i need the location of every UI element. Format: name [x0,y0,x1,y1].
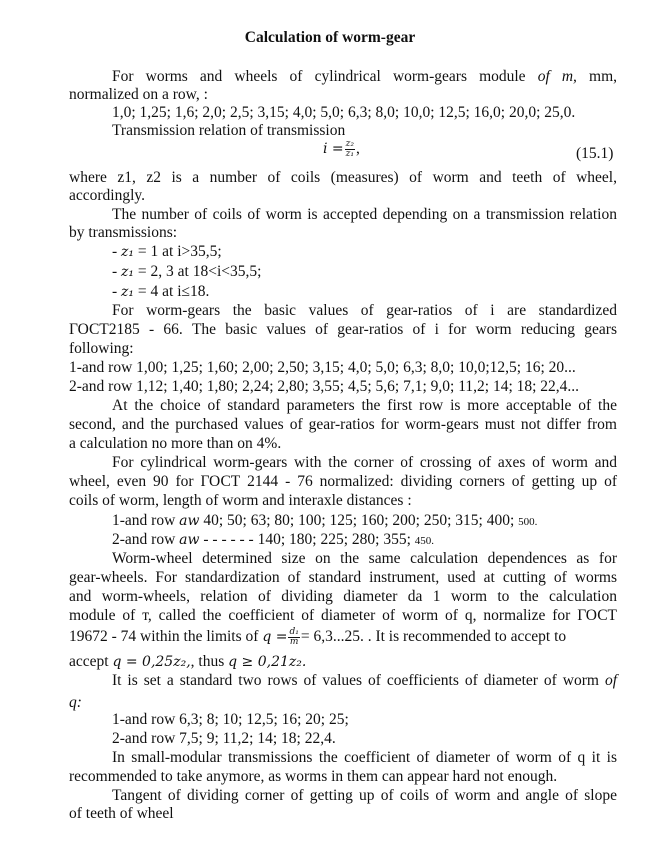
var-m: of m, [537,68,577,85]
equation-number: (15.1) [576,145,614,162]
text: 40; 50; 63; 80; 100; 125; 160; 200; 250; 315; 400; [203,512,515,529]
text-small: 500. [518,516,538,528]
var-of: of [604,672,617,689]
paragraph-wheel-line6 [69,653,306,671]
eq-denominator: z₁ [345,149,355,159]
paragraph-coeff-line2 [69,694,82,712]
text: In small-modular transmissions the coefficient of diameter of worm of q it is [112,749,617,766]
list-item-3: - z₁ = 4 at i≤18. [112,283,210,300]
paragraph-wheel-line1 [69,550,617,568]
var-z1: z₁ [121,284,135,300]
text: = 6,3...25. . It is recommended to accept to [300,628,567,646]
paragraph-modules-line2: normalized on a row, : [69,86,208,103]
paragraph-coeff-line1 [69,672,617,690]
var-aw: aw [179,513,200,529]
paragraph-coils-line2: by transmissions: [69,224,178,241]
paragraph-ratios-line3: following: [69,340,134,357]
text: For cylindrical worm-gears with the corner of crossing of axes of worm and [112,454,617,471]
ratio-row-2: 2-and row 1,12; 1,40; 1,80; 2,24; 2,80; 3,55; 4,5; 5,6; 7,1; 9,0; 11,2; 14; 18; 22,4... [69,378,580,395]
eq-q-accept: q = 0,25z₂, [112,654,191,670]
list-item-2: - z₁ = 2, 3 at 18<i<35,5; [112,263,262,280]
paragraph-tangent-line1 [69,787,617,805]
paragraph-wheel-line2: gear-wheels. For standardization of standard instrument, used at cutting of worms [69,569,617,586]
text: - - - - - - 140; 180; 225; 280; 355; [203,531,411,548]
var-q: q = [262,629,288,646]
text-small: 450. [414,535,435,547]
paragraph-ratios-line1 [69,302,617,320]
paragraph-small-line1 [69,749,617,767]
eq-lhs: i = [323,141,344,158]
page-title: Calculation of worm-gear [244,29,416,46]
q-row-2: 2-and row 7,5; 9; 11,2; 14; 18; 22,4. [112,730,336,747]
text: = 2, 3 at 18<i<35,5; [137,263,262,280]
text: The number of coils of worm is accepted depending on a transmission relation [112,206,617,223]
equation-15-1 [323,140,360,159]
text: accept [69,653,109,670]
q-numerator: d₁ [289,627,299,637]
paragraph-tangent-line2: of teeth of wheel [69,805,174,822]
paragraph-wheel-line5 [69,628,566,647]
text: = 1 at i>35,5; [137,243,222,260]
transmission-relation-label: Transmission relation of transmission [112,122,346,139]
text: Worm-wheel determined size on the same calculation dependences as for [112,550,617,567]
module-row: 1,0; 1,25; 1,6; 2,0; 2,5; 3,15; 4,0; 5,0; 6,3; 8,0; 10,0; 12,5; 16,0; 20,0; 25,0. [112,104,576,121]
paragraph-wheel-line4: module of т, called the coefficient of diameter of worm of q, normalize for ГОСТ [69,607,617,624]
distance-row-2 [112,531,434,550]
text: = 4 at i≤18. [137,283,210,300]
var-aw: aw [179,532,200,548]
text: 1-and row [112,512,176,529]
var-z1: z₁ [121,244,135,260]
paragraph-crossing-line2: wheel, even 90 for ГОСТ 2144 - 76 normalized: dividing corners of getting up of [69,473,617,490]
text: 19672 - 74 within the limits of [69,628,259,646]
eq-numerator: z₂ [345,139,355,149]
paragraph-ratios-line2: ГОСТ2185 - 66. The basic values of gear-ratios of i for worm reducing gears [69,321,617,338]
q-denominator: m [289,637,299,647]
text: For worm-gears the basic values of gear-ratios of i are standardized [112,302,617,319]
paragraph-where-line2: accordingly. [69,187,146,204]
paragraph-where-line1: where z1, z2 is a number of coils (measures) of worm and teeth of wheel, [69,169,617,186]
text: For worms and wheels of cylindrical worm-gears module [112,68,526,85]
q-fraction [288,628,299,647]
paragraph-wheel-line3: and worm-wheels, relation of dividing diameter da 1 worm to the calculation [69,588,617,605]
q-row-1: 1-and row 6,3; 8; 10; 12,5; 16; 20; 25; [112,711,349,728]
distance-row-1 [112,512,537,531]
paragraph-choice-line2: second, and the purchased values of gear-ratios for worm-gears must not differ from [69,416,617,433]
var-z1: z₁ [121,264,135,280]
paragraph-coils-line1 [69,206,617,224]
eq-q-min: q ≥ 0,21z₂. [228,654,307,670]
eq-comma: , [356,140,360,158]
paragraph-small-line2: recommended to take anymore, as worms in them can appear hard not enough. [69,768,558,785]
text: At the choice of standard parameters the first row is more acceptable of the [112,397,617,414]
text: 2-and row [112,531,176,548]
text: Tangent of dividing corner of getting up of coils of worm and angle of slope [112,787,617,804]
paragraph-choice-line1 [69,397,617,415]
list-item-1: - z₁ = 1 at i>35,5; [112,243,222,260]
var-q: q: [69,694,82,711]
ratio-row-1: 1-and row 1,00; 1,25; 1,60; 2,00; 2,50; 3,15; 4,0; 5,0; 6,3; 8,0; 10,0;12,5; 16; 20... [69,359,576,376]
paragraph-modules-line1 [69,68,617,86]
paragraph-crossing-line1 [69,454,617,472]
paragraph-choice-line3: a calculation no more than on 4%. [69,435,282,452]
text: It is set a standard two rows of values of coefficients of diameter of worm [112,672,599,689]
text: mm, [589,68,618,85]
eq-fraction [345,140,355,159]
paragraph-crossing-line3: coils of worm, length of worm and interaxle distances : [69,492,412,509]
text: , thus [190,653,225,670]
